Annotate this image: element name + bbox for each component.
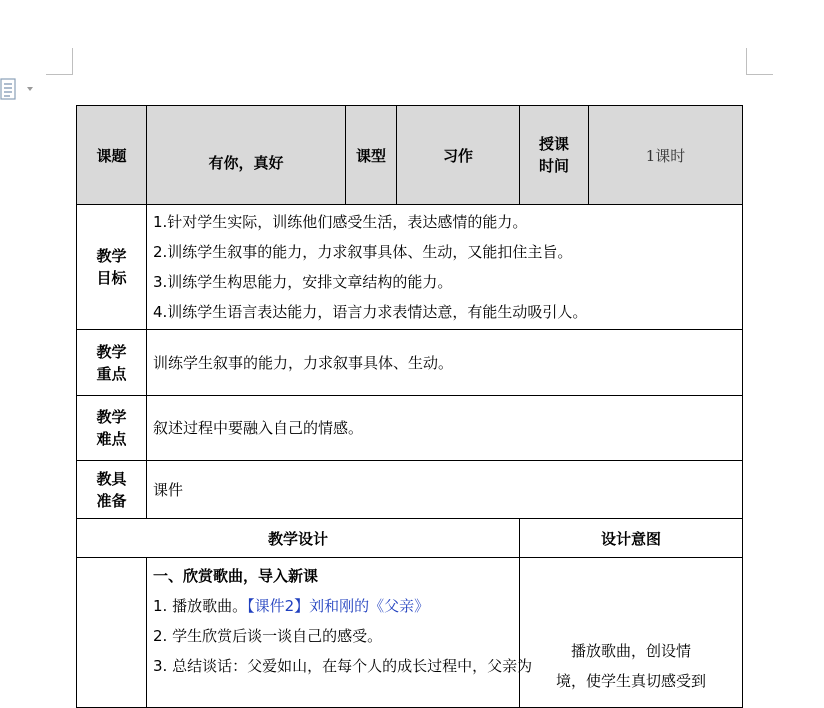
- design-content: [147, 558, 533, 708]
- difficulty-content: 叙述过程中要融入自己的情感。: [147, 396, 743, 461]
- step-1-text: 1. 播放歌曲。: [153, 597, 248, 615]
- goal-item: 3.训练学生构思能力，安排文章结构的能力。: [153, 273, 453, 291]
- design-header-right: 设计意图: [520, 519, 743, 558]
- design-header-left: 教学设计: [77, 519, 520, 558]
- tools-row: [77, 461, 743, 519]
- type-label: 课型: [346, 106, 397, 205]
- tools-content: 课件: [147, 461, 743, 519]
- intent-line-1: 播放歌曲，创设情: [570, 642, 691, 660]
- goals-row: [77, 205, 743, 330]
- focus-label-line-1: 教学: [96, 342, 127, 361]
- header-row: [77, 106, 743, 205]
- design-intent: [520, 558, 743, 708]
- difficulty-label-line-2: 难点: [96, 430, 127, 448]
- difficulty-row: [77, 396, 743, 461]
- type-value: 习作: [397, 106, 520, 205]
- tools-label-line-2: 准备: [96, 491, 127, 510]
- focus-content: 训练学生叙事的能力，力求叙事具体、生动。: [147, 330, 743, 396]
- design-empty-cell: [77, 558, 147, 708]
- topic-label: 课题: [77, 106, 147, 205]
- time-label-line-1: 授课: [538, 135, 569, 153]
- goals-label-line-2: 目标: [96, 269, 127, 287]
- focus-label-line-2: 重点: [96, 364, 127, 383]
- design-step-1: [153, 591, 519, 621]
- goals-label-line-1: 教学: [96, 247, 127, 265]
- design-step-3: 3. 总结谈话：父爱如山，在每个人的成长过程中，父亲为: [153, 657, 533, 675]
- goal-item: 2.训练学生叙事的能力，力求叙事具体、生动，又能扣住主旨。: [153, 243, 573, 261]
- tools-label-line-1: 教具: [96, 469, 127, 488]
- goal-item: 4.训练学生语言表达能力，语言力求表情达意，有能生动吸引人。: [153, 303, 588, 321]
- goal-item: 1.针对学生实际，训练他们感受生活，表达感情的能力。: [153, 213, 528, 231]
- difficulty-label-line-1: 教学: [96, 408, 127, 426]
- goals-content: [147, 205, 743, 330]
- design-header-row: [77, 519, 743, 558]
- topic-value: 有你，真好: [147, 106, 346, 205]
- difficulty-label: [77, 396, 147, 461]
- lesson-plan-table: [76, 105, 743, 708]
- design-row: [77, 558, 743, 708]
- focus-label: [77, 330, 147, 396]
- focus-row: [77, 330, 743, 396]
- paste-options-icon[interactable]: [0, 78, 38, 102]
- time-label: [520, 106, 589, 205]
- page-corner-mark-top-right: [746, 48, 773, 75]
- page-corner-mark-top-left: [46, 48, 73, 75]
- courseware-link: 【课件2】刘和刚的《父亲》: [247, 597, 430, 615]
- design-step-2: 2. 学生欣赏后谈一谈自己的感受。: [153, 627, 383, 645]
- intent-line-2: 境，使学生真切感受到: [555, 672, 706, 690]
- time-label-line-2: 时间: [538, 157, 569, 175]
- time-value: 1课时: [589, 106, 743, 205]
- section-title: 一、欣赏歌曲，导入新课: [153, 567, 319, 585]
- tools-label: [77, 461, 147, 519]
- goals-label: [77, 205, 147, 330]
